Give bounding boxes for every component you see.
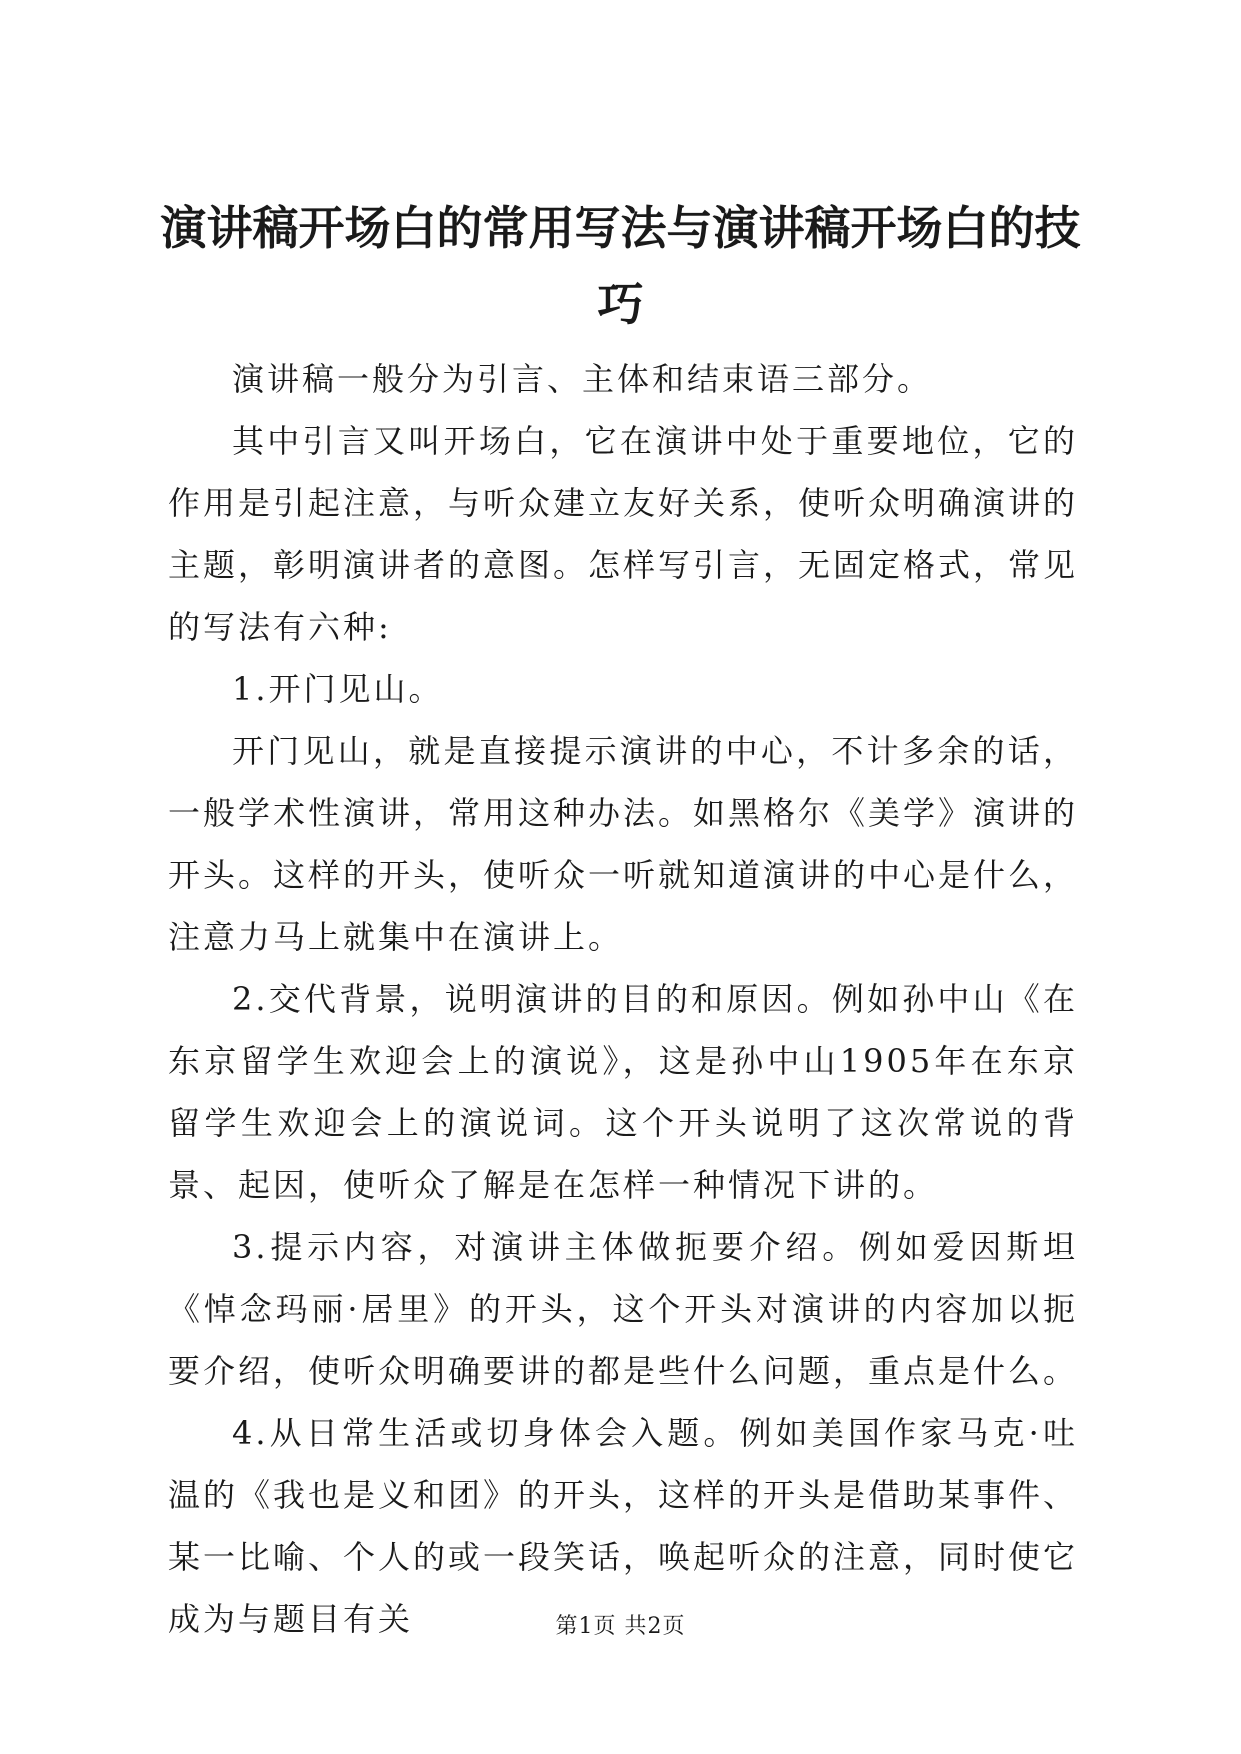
paragraph: 2.交代背景，说明演讲的目的和原因。例如孙中山《在东京留学生欢迎会上的演说》，这是孙中山1905年在东京留学生欢迎会上的演说词。这个开头说明了这次常说的背景、起因，使听众了解是在怎样一种情况下讲的。 bbox=[168, 980, 1078, 1204]
paragraph: 开门见山，就是直接提示演讲的中心，不计多余的话，一般学术性演讲，常用这种办法。如黑格尔《美学》演讲的开头。这样的开头，使听众一听就知道演讲的中心是什么，注意力马上就集中在演讲上。 bbox=[168, 732, 1079, 956]
paragraph: 演讲稿一般分为引言、主体和结束语三部分。 bbox=[232, 360, 933, 398]
document-title: 演讲稿开场白的常用写法与演讲稿开场白的技巧 bbox=[160, 201, 1081, 331]
paragraph: 3.提示内容，对演讲主体做扼要介绍。例如爱因斯坦《悼念玛丽·居里》的开头，这个开头对演讲的内容加以扼要介绍，使听众明确要讲的都是些什么问题，重点是什么。 bbox=[168, 1228, 1079, 1390]
paragraph: 其中引言又叫开场白，它在演讲中处于重要地位，它的作用是引起注意，与听众建立友好关系，使听众明确演讲的主题，彰明演讲者的意图。怎样写引言，无固定格式，常见的写法有六种: bbox=[168, 422, 1079, 646]
document-body bbox=[168, 348, 1078, 1650]
paragraph: 1.开门见山。 bbox=[232, 670, 444, 708]
page-footer: 第1页 共2页 bbox=[555, 1614, 686, 1639]
paragraph: 4.从日常生活或切身体会入题。例如美国作家马克·吐温的《我也是义和团》的开头，这样的开头是借助某事件、某一比喻、个人的或一段笑话，唤起听众的注意，同时使它成为与题目有关 bbox=[168, 1414, 1079, 1638]
